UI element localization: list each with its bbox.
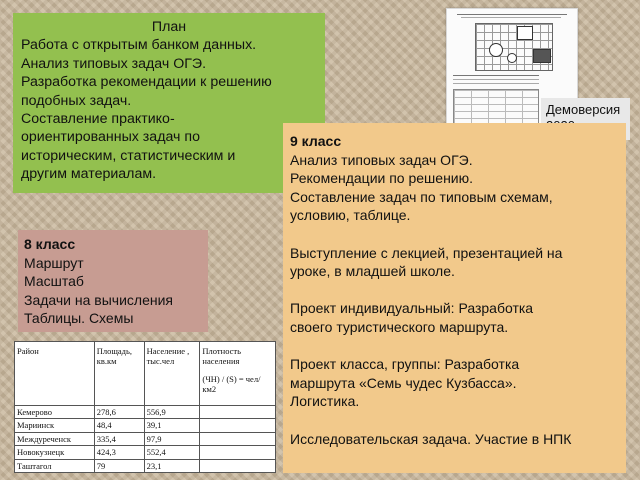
table-row (15, 432, 276, 445)
table-cell: 556,9 (144, 406, 200, 419)
grade9-line: Рекомендации по решению. (290, 170, 474, 187)
table-cell (200, 459, 276, 472)
table-cell: Кемерово (15, 406, 95, 419)
doc-map-grid (475, 23, 553, 71)
doc-map-shape (489, 43, 503, 57)
table-cell: Мариинск (15, 419, 95, 432)
grade9-line: условию, таблице. (290, 207, 411, 224)
table-cell (200, 406, 276, 419)
table-cell: 79 (94, 459, 144, 472)
grade8-line: Задачи на вычисления (24, 291, 174, 308)
plan-line: Разработка рекомендации к решению (21, 74, 272, 91)
density-formula: (ЧН) / (S) = чел/км2 (202, 374, 261, 394)
table-cell: 48,4 (94, 419, 144, 432)
table-cell: Междуреченск (15, 432, 95, 445)
grade9-line: Исследовательская задача. Участие в НПК (290, 430, 572, 447)
grade9-line: Проект индивидуальный: Разработка (290, 300, 534, 317)
doc-text-line (453, 79, 539, 80)
table-cell (200, 446, 276, 459)
plan-line: другим материалам. (21, 166, 157, 183)
grade8-box (18, 230, 208, 332)
grade9-line: Логистика. (290, 393, 360, 410)
table-row (15, 446, 276, 459)
table-header-cell: Район (15, 342, 95, 406)
grade9-heading: 9 класс (290, 133, 342, 149)
density-header: Плотность населения (202, 346, 242, 366)
grade8-line: Таблицы. Схемы (24, 310, 134, 327)
table-header-cell (200, 342, 276, 406)
doc-mini-table (453, 89, 539, 125)
plan-title: План (151, 19, 187, 35)
table-cell (200, 432, 276, 445)
plan-line: подобных задач. (21, 92, 132, 109)
plan-line: ориентированных задач по (21, 129, 200, 146)
table-header-cell: Население , тыс.чел (144, 342, 200, 406)
grade9-line: Анализ типовых задач ОГЭ. (290, 151, 473, 168)
plan-line: Работа с открытым банком данных. (21, 37, 257, 54)
doc-text-line (453, 75, 539, 76)
grade9-line: своего туристического маршрута. (290, 318, 509, 335)
grade9-line: Выступление с лекцией, презентацией на (290, 244, 563, 261)
grade9-spacer (290, 225, 619, 244)
table-cell: 23,1 (144, 459, 200, 472)
grade8-heading: 8 класс (24, 236, 76, 252)
plan-line: Составление практико- (21, 111, 175, 128)
table-row (15, 459, 276, 472)
table-cell: 552,4 (144, 446, 200, 459)
table-header-cell: Площадь, кв.км (94, 342, 144, 406)
table-cell: 335,4 (94, 432, 144, 445)
table-header-row (15, 342, 276, 406)
table-cell (200, 419, 276, 432)
grade9-line: Проект класса, группы: Разработка (290, 356, 520, 373)
doc-map-shape (507, 53, 517, 63)
demo-label-line: Демоверсия (546, 102, 621, 117)
grade9-box (283, 123, 626, 473)
table-cell: Новокузнецк (15, 446, 95, 459)
grade9-line: маршрута «Семь чудес Кузбасса». (290, 374, 517, 391)
grade9-line: уроке, в младшей школе. (290, 263, 455, 280)
grade8-line: Маршрут (24, 254, 84, 271)
grade9-line: Составление задач по типовым схемам, (290, 188, 553, 205)
plan-line: Анализ типовых задач ОГЭ. (21, 55, 207, 72)
plan-box (13, 13, 325, 193)
population-table-wrap (14, 341, 276, 473)
table-cell: 97,9 (144, 432, 200, 445)
doc-text-line (453, 83, 539, 84)
grade9-spacer (290, 411, 619, 430)
grade8-line: Масштаб (24, 273, 84, 290)
table-cell: 278,6 (94, 406, 144, 419)
doc-map-shape (517, 26, 533, 40)
plan-line: историческим, статистическим и (21, 147, 236, 164)
grade9-spacer (290, 281, 619, 300)
population-table (14, 341, 276, 473)
table-cell: Таштагол (15, 459, 95, 472)
table-cell: 424,3 (94, 446, 144, 459)
doc-text-line (457, 14, 567, 15)
grade9-spacer (290, 337, 619, 356)
table-cell: 39,1 (144, 419, 200, 432)
doc-text-line (461, 17, 561, 18)
doc-map-shape (533, 49, 551, 63)
table-row (15, 406, 276, 419)
table-row (15, 419, 276, 432)
